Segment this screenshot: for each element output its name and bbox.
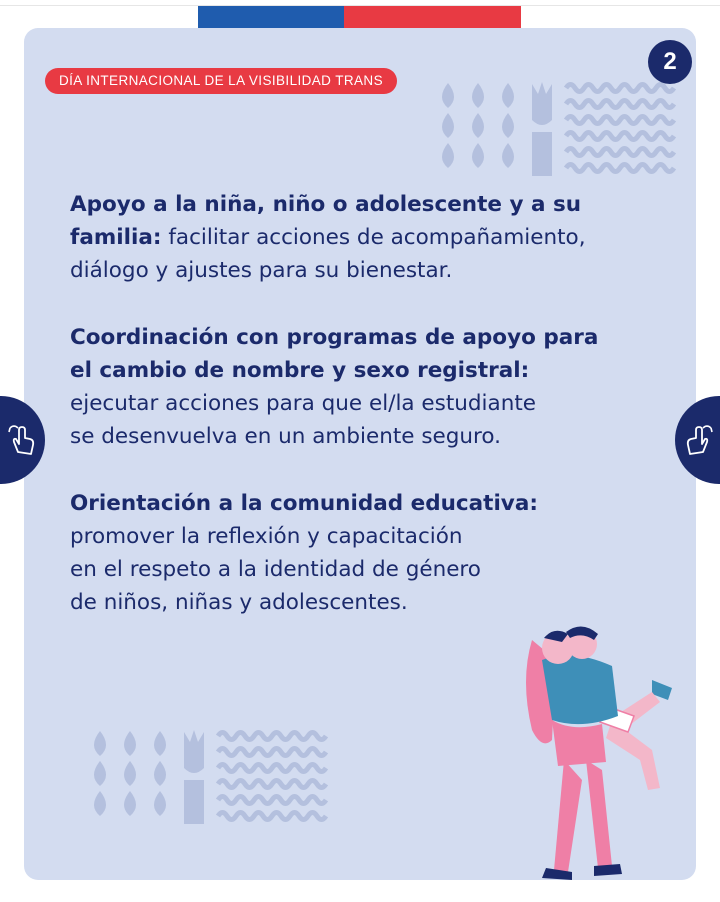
- wave-line: [566, 117, 674, 124]
- tulip-shape: [532, 82, 552, 176]
- paragraph-heading-line: el cambio de nombre y sexo registral:: [70, 358, 530, 383]
- drop-shape: [154, 761, 166, 786]
- wave-line: [566, 133, 674, 140]
- drop-shape: [472, 83, 484, 108]
- wave-line: [566, 101, 674, 108]
- swipe-left-hand-icon: [6, 422, 38, 458]
- flag-stripe-red: [344, 6, 521, 28]
- drop-shape: [442, 113, 454, 138]
- paragraph-body-line: de niños, niñas y adolescentes.: [70, 590, 408, 615]
- drop-shape: [94, 731, 106, 756]
- wave-line: [566, 85, 674, 92]
- bottom-decorative-pattern: [86, 728, 336, 828]
- drop-shape: [442, 83, 454, 108]
- top-decorative-pattern: [434, 80, 684, 180]
- drop-shape: [154, 791, 166, 816]
- drop-shape: [124, 791, 136, 816]
- drop-shape: [472, 143, 484, 168]
- swipe-right-hand-icon: [683, 422, 715, 458]
- wave-line: [218, 765, 326, 772]
- paragraph-heading-line: familia:: [70, 225, 162, 250]
- paragraph-coordinacion: [70, 321, 690, 453]
- wave-line: [566, 165, 674, 172]
- drop-shape: [502, 143, 514, 168]
- paragraph-body-line: diálogo y ajustes para su bienestar.: [70, 258, 453, 283]
- drop-shape: [442, 143, 454, 168]
- slide-card: [24, 28, 696, 880]
- wave-line: [218, 797, 326, 804]
- paragraph-heading-line: Coordinación con programas de apoyo para: [70, 325, 599, 350]
- tulip-shape: [184, 730, 204, 824]
- drop-shape: [472, 113, 484, 138]
- drop-shape: [154, 731, 166, 756]
- page-number-badge: 2: [648, 40, 692, 84]
- paragraph-body-line: ejecutar acciones para que el/la estudiante: [70, 391, 536, 416]
- paragraph-heading-line: Orientación a la comunidad educativa:: [70, 491, 538, 516]
- campaign-badge: DÍA INTERNACIONAL DE LA VISIBILIDAD TRANS: [45, 68, 397, 94]
- paragraph-heading-line: Apoyo a la niña, niño o adolescente y a su: [70, 192, 582, 217]
- wave-line: [218, 749, 326, 756]
- drop-shape: [502, 113, 514, 138]
- drop-shape: [124, 761, 136, 786]
- paragraph-apoyo: [70, 188, 690, 287]
- wave-line: [218, 781, 326, 788]
- drop-shape: [502, 83, 514, 108]
- drop-shape: [94, 761, 106, 786]
- wave-line: [566, 149, 674, 156]
- paragraph-body-line: se desenvuelva en un ambiente seguro.: [70, 424, 502, 449]
- paragraph-orientacion: [70, 487, 690, 619]
- paragraph-body-text: facilitar acciones de acompañamiento,: [161, 225, 586, 250]
- drop-shape: [124, 731, 136, 756]
- paragraph-body-line: en el respeto a la identidad de género: [70, 557, 481, 582]
- hugging-couple-illustration: [502, 620, 682, 880]
- slide-content: [70, 188, 690, 653]
- paragraph-body-line: promover la reflexión y capacitación: [70, 524, 463, 549]
- wave-line: [218, 733, 326, 740]
- wave-line: [218, 813, 326, 820]
- drop-shape: [94, 791, 106, 816]
- flag-stripe-blue: [198, 6, 344, 28]
